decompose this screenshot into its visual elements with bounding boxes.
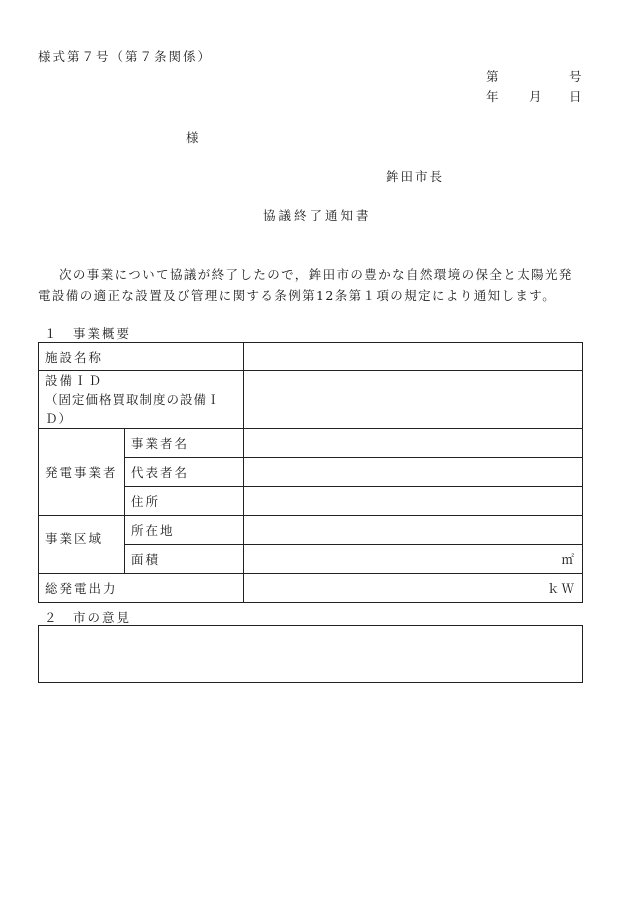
equipment-id-text: 設備ＩＤ bbox=[45, 373, 104, 388]
operator-company-value[interactable] bbox=[244, 429, 583, 458]
table-row bbox=[39, 429, 583, 458]
facility-name-value[interactable] bbox=[244, 343, 583, 371]
table-row bbox=[39, 516, 583, 545]
date-day: 日 bbox=[569, 89, 582, 104]
total-output-value[interactable] bbox=[244, 574, 583, 603]
section-2-number: ２ bbox=[44, 610, 57, 625]
operator-representative-value[interactable] bbox=[244, 458, 583, 487]
table-row bbox=[39, 343, 583, 371]
document-title: 協議終了通知書 bbox=[263, 208, 372, 223]
addressee-suffix: 様 bbox=[186, 130, 199, 145]
area-unit: ㎡ bbox=[561, 552, 576, 567]
table-row bbox=[39, 574, 583, 603]
equipment-id-note: （固定価格買取制度の設備ＩＤ） bbox=[45, 392, 221, 426]
section-1-number: １ bbox=[44, 326, 57, 341]
output-unit: ｋＷ bbox=[546, 581, 576, 596]
date-month: 月 bbox=[529, 89, 542, 104]
total-output-label: 総発電出力 bbox=[39, 574, 244, 603]
area-location-value[interactable] bbox=[244, 516, 583, 545]
area-group-label: 事業区域 bbox=[39, 516, 125, 574]
operator-address-label: 住所 bbox=[125, 487, 244, 516]
operator-group-label: 発電事業者 bbox=[39, 429, 125, 516]
section-2-heading: 市の意見 bbox=[73, 610, 132, 625]
equipment-id-label bbox=[39, 371, 244, 429]
body-line-2: 電設備の適正な設置及び管理に関する条例第12条第１項の規定により通知します。 bbox=[38, 288, 557, 303]
area-size-value[interactable] bbox=[244, 545, 583, 574]
operator-company-label: 事業者名 bbox=[125, 429, 244, 458]
operator-representative-label: 代表者名 bbox=[125, 458, 244, 487]
equipment-id-value[interactable] bbox=[244, 371, 583, 429]
city-opinion-box[interactable] bbox=[38, 625, 583, 683]
form-label: 様式第７号（第７条関係） bbox=[38, 49, 213, 64]
facility-name-label: 施設名称 bbox=[39, 343, 244, 371]
business-overview-table bbox=[38, 342, 583, 603]
area-location-label: 所在地 bbox=[125, 516, 244, 545]
issuer: 鉾田市長 bbox=[386, 169, 445, 184]
number-suffix: 号 bbox=[569, 69, 582, 84]
section-1-heading: 事業概要 bbox=[73, 326, 132, 341]
table-row bbox=[39, 371, 583, 429]
operator-address-value[interactable] bbox=[244, 487, 583, 516]
body-line-1: 次の事業について協議が終了したので，鉾田市の豊かな自然環境の保全と太陽光発 bbox=[59, 267, 573, 282]
date-year: 年 bbox=[486, 89, 499, 104]
area-size-label: 面積 bbox=[125, 545, 244, 574]
number-prefix: 第 bbox=[486, 69, 499, 84]
